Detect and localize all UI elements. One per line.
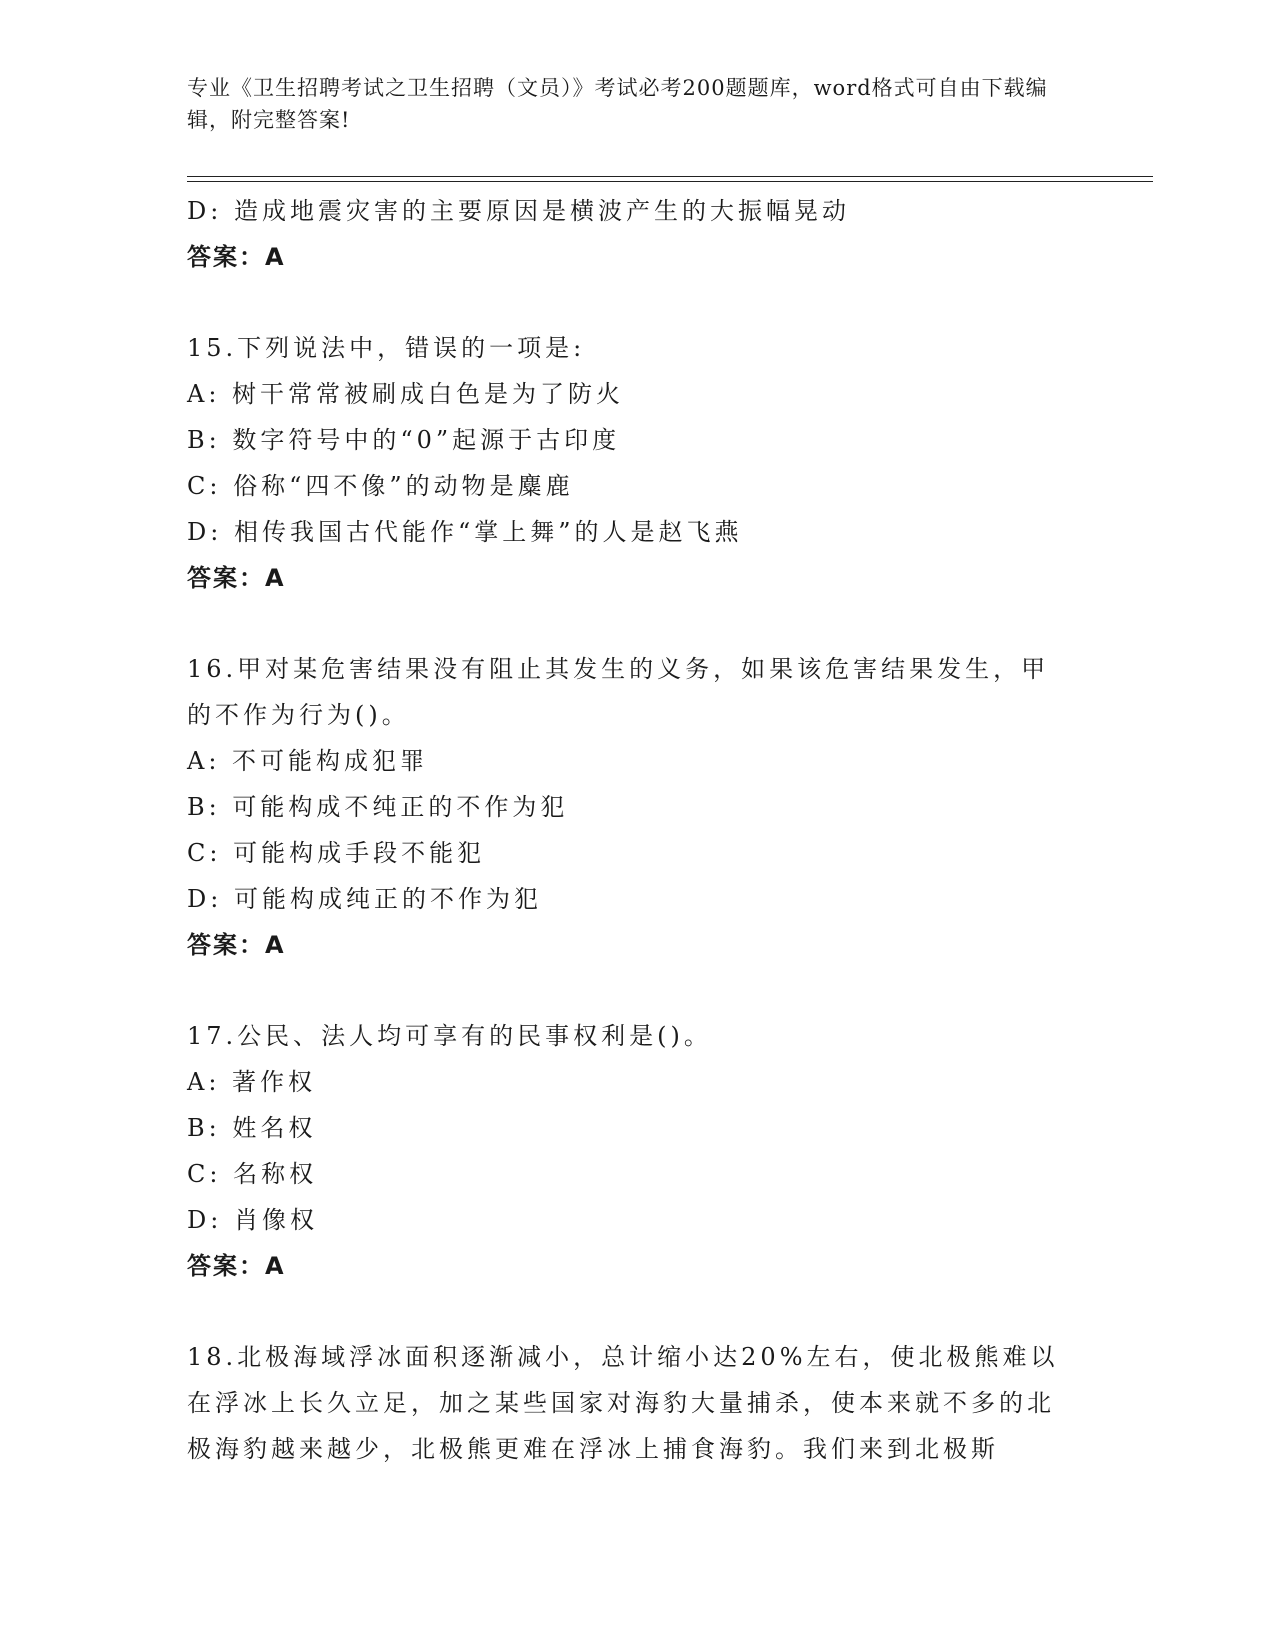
option-c: C: 名称权 <box>187 1160 318 1188</box>
option-b: B: 姓名权 <box>187 1114 317 1142</box>
question-text: 17.公民、法人均可享有的民事权利是()。 <box>187 1022 712 1050</box>
answer-line: 答案：A <box>187 243 286 271</box>
option-d: D: 肖像权 <box>187 1206 318 1234</box>
option-c: C: 俗称“四不像”的动物是麋鹿 <box>187 472 574 500</box>
option-b: B: 可能构成不纯正的不作为犯 <box>187 793 569 821</box>
option-d: D: 相传我国古代能作“掌上舞”的人是赵飞燕 <box>187 518 743 546</box>
header-title: 专业《卫生招聘考试之卫生招聘（文员）》考试必考200题题库，word格式可自由下载编辑，附完整答案! <box>187 76 1048 132</box>
answer-line: 答案：A <box>187 1252 286 1280</box>
option-d: D: 造成地震灾害的主要原因是横波产生的大振幅晃动 <box>187 197 850 225</box>
option-a: A: 不可能构成犯罪 <box>187 747 429 775</box>
question-block-17 <box>187 1013 1087 1289</box>
option-d: D: 可能构成纯正的不作为犯 <box>187 885 542 913</box>
document-header <box>187 72 1077 136</box>
header-divider-top <box>187 176 1153 177</box>
option-c: C: 可能构成手段不能犯 <box>187 839 486 867</box>
option-b: B: 数字符号中的“0”起源于古印度 <box>187 426 621 454</box>
question-block-18 <box>187 1334 1087 1472</box>
question-block-14 <box>187 188 1087 280</box>
question-block-16 <box>187 646 1087 968</box>
question-text: 16.甲对某危害结果没有阻止其发生的义务，如果该危害结果发生，甲的不作为行为()。 <box>187 655 1050 729</box>
question-block-15 <box>187 325 1087 601</box>
question-list <box>187 188 1087 1472</box>
answer-line: 答案：A <box>187 564 286 592</box>
option-a: A: 著作权 <box>187 1068 317 1096</box>
header-divider-bottom <box>187 181 1153 182</box>
question-text: 15.下列说法中，错误的一项是: <box>187 334 586 362</box>
answer-line: 答案：A <box>187 931 286 959</box>
question-text: 18.北极海域浮冰面积逐渐减小，总计缩小达20%左右，使北极熊难以在浮冰上长久立足，加之某些国家对海豹大量捕杀，使本来就不多的北极海豹越来越少，北极熊更难在浮冰上捕食海豹。我们来到北极斯 <box>187 1343 1059 1463</box>
option-a: A: 树干常常被刷成白色是为了防火 <box>187 380 625 408</box>
